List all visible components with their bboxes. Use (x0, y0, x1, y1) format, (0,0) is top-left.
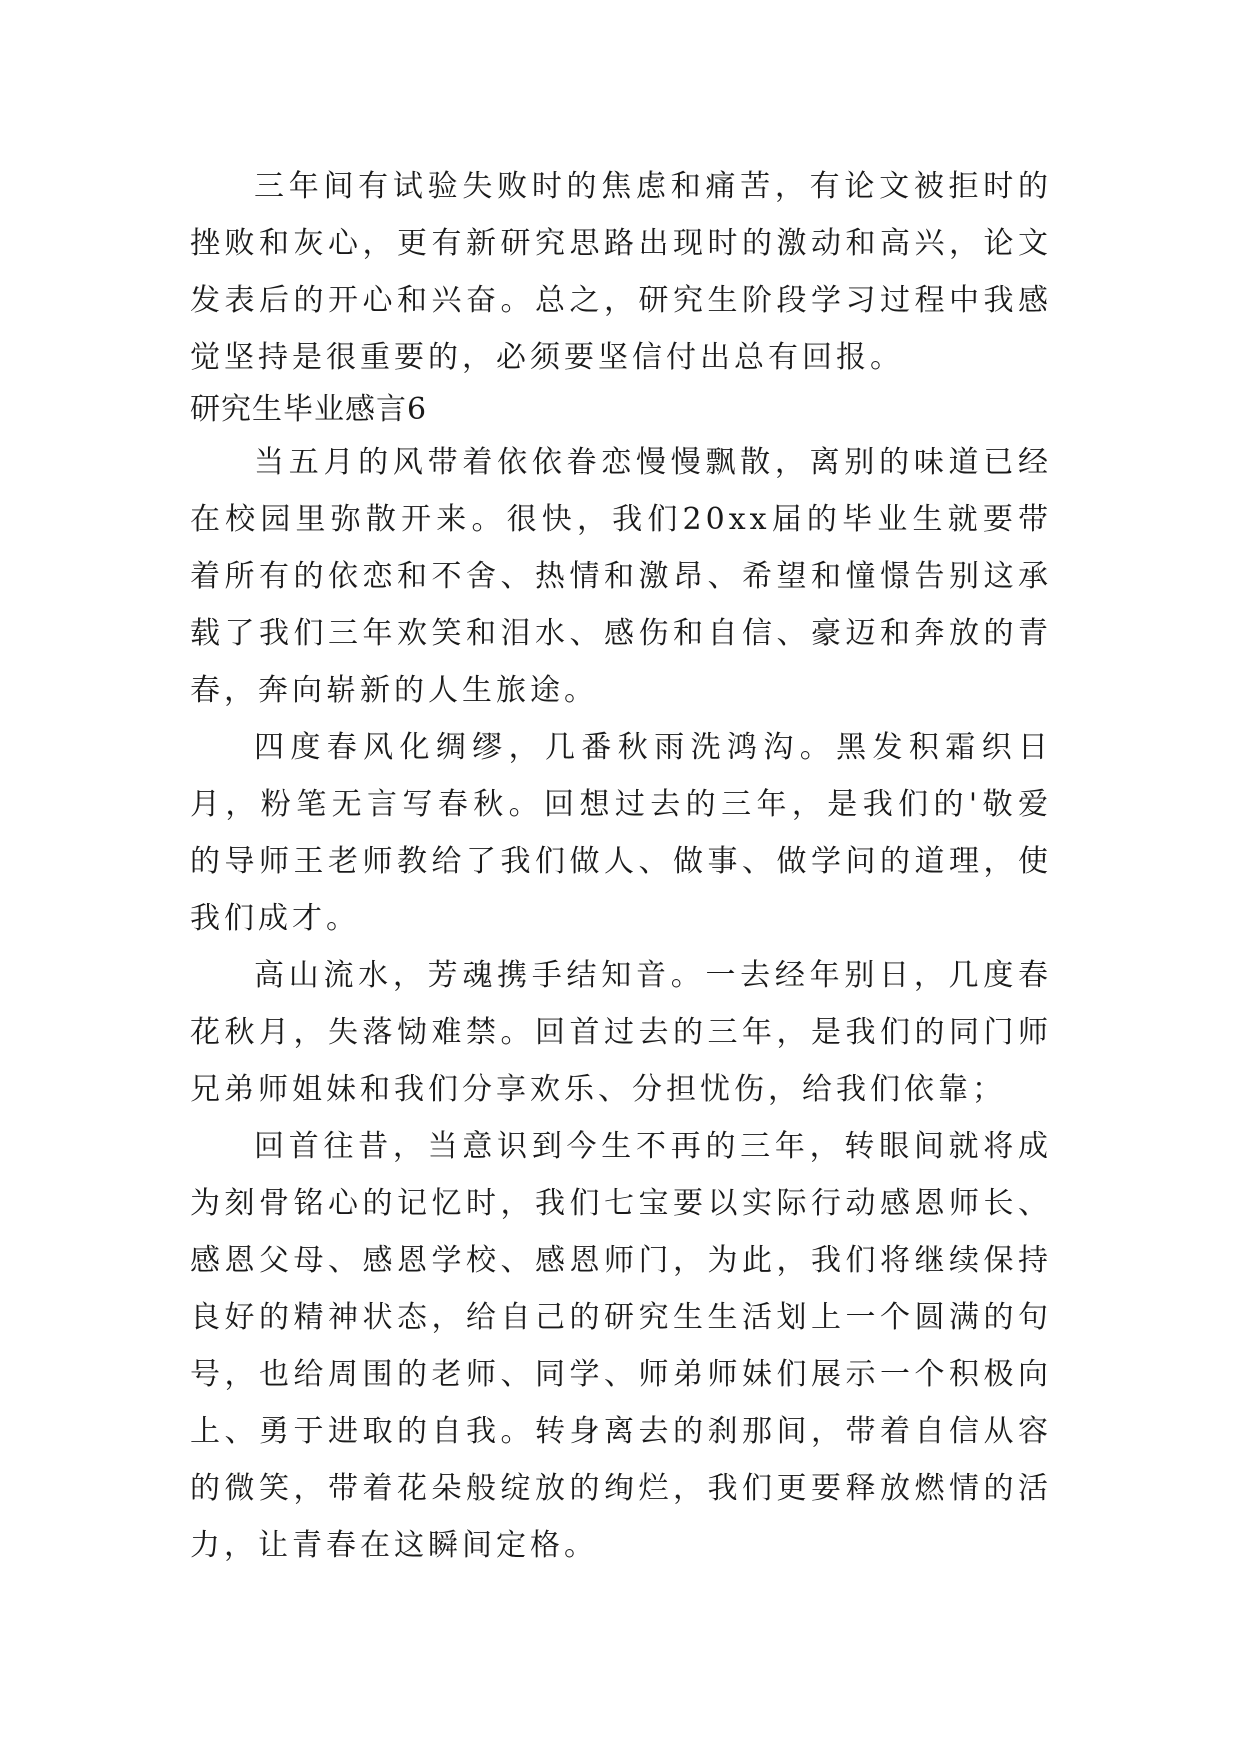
paragraph-3: 高山流水，芳魂携手结知音。一去经年别日，几度春花秋月，失落恸难禁。回首过去的三年，是我们的同门师兄弟师姐妹和我们分享欢乐、分担忧伤，给我们依靠； (190, 958, 1052, 1107)
paragraph-1: 当五月的风带着依依眷恋慢慢飘散，离别的味道已经在校园里弥散开来。很快，我们20xx届的毕业生就要带着所有的依恋和不舍、热情和激昂、希望和憧憬告别这承载了我们三年欢笑和泪水、感伤和自信、豪迈和奔放的青春，奔向崭新的人生旅途。 (190, 445, 1052, 708)
paragraph-2: 四度春风化绸缪，几番秋雨洗鸿沟。黑发积霜织日月，粉笔无言写春秋。回想过去的三年，是我们的'敬爱的导师王老师教给了我们做人、做事、做学问的道理，使我们成才。 (190, 730, 1052, 936)
paragraph-4: 回首往昔，当意识到今生不再的三年，转眼间就将成为刻骨铭心的记忆时，我们七宝要以实际行动感恩师长、感恩父母、感恩学校、感恩师门，为此，我们将继续保持良好的精神状态，给自己的研究生生活划上一个圆满的句号，也给周围的老师、同学、师弟师妹们展示一个积极向上、勇于进取的自我。转身离去的刹那间，带着自信从容的微笑，带着花朵般绽放的绚烂，我们更要释放燃情的活力，让青春在这瞬间定格。 (190, 1129, 1052, 1563)
section-heading: 研究生毕业感言6 (190, 392, 428, 427)
document-page (190, 158, 1052, 1574)
paragraph-intro: 三年间有试验失败时的焦虑和痛苦，有论文被拒时的挫败和灰心，更有新研究思路出现时的激动和高兴，论文发表后的开心和兴奋。总之，研究生阶段学习过程中我感觉坚持是很重要的，必须要坚信付出总有回报。 (190, 169, 1052, 375)
